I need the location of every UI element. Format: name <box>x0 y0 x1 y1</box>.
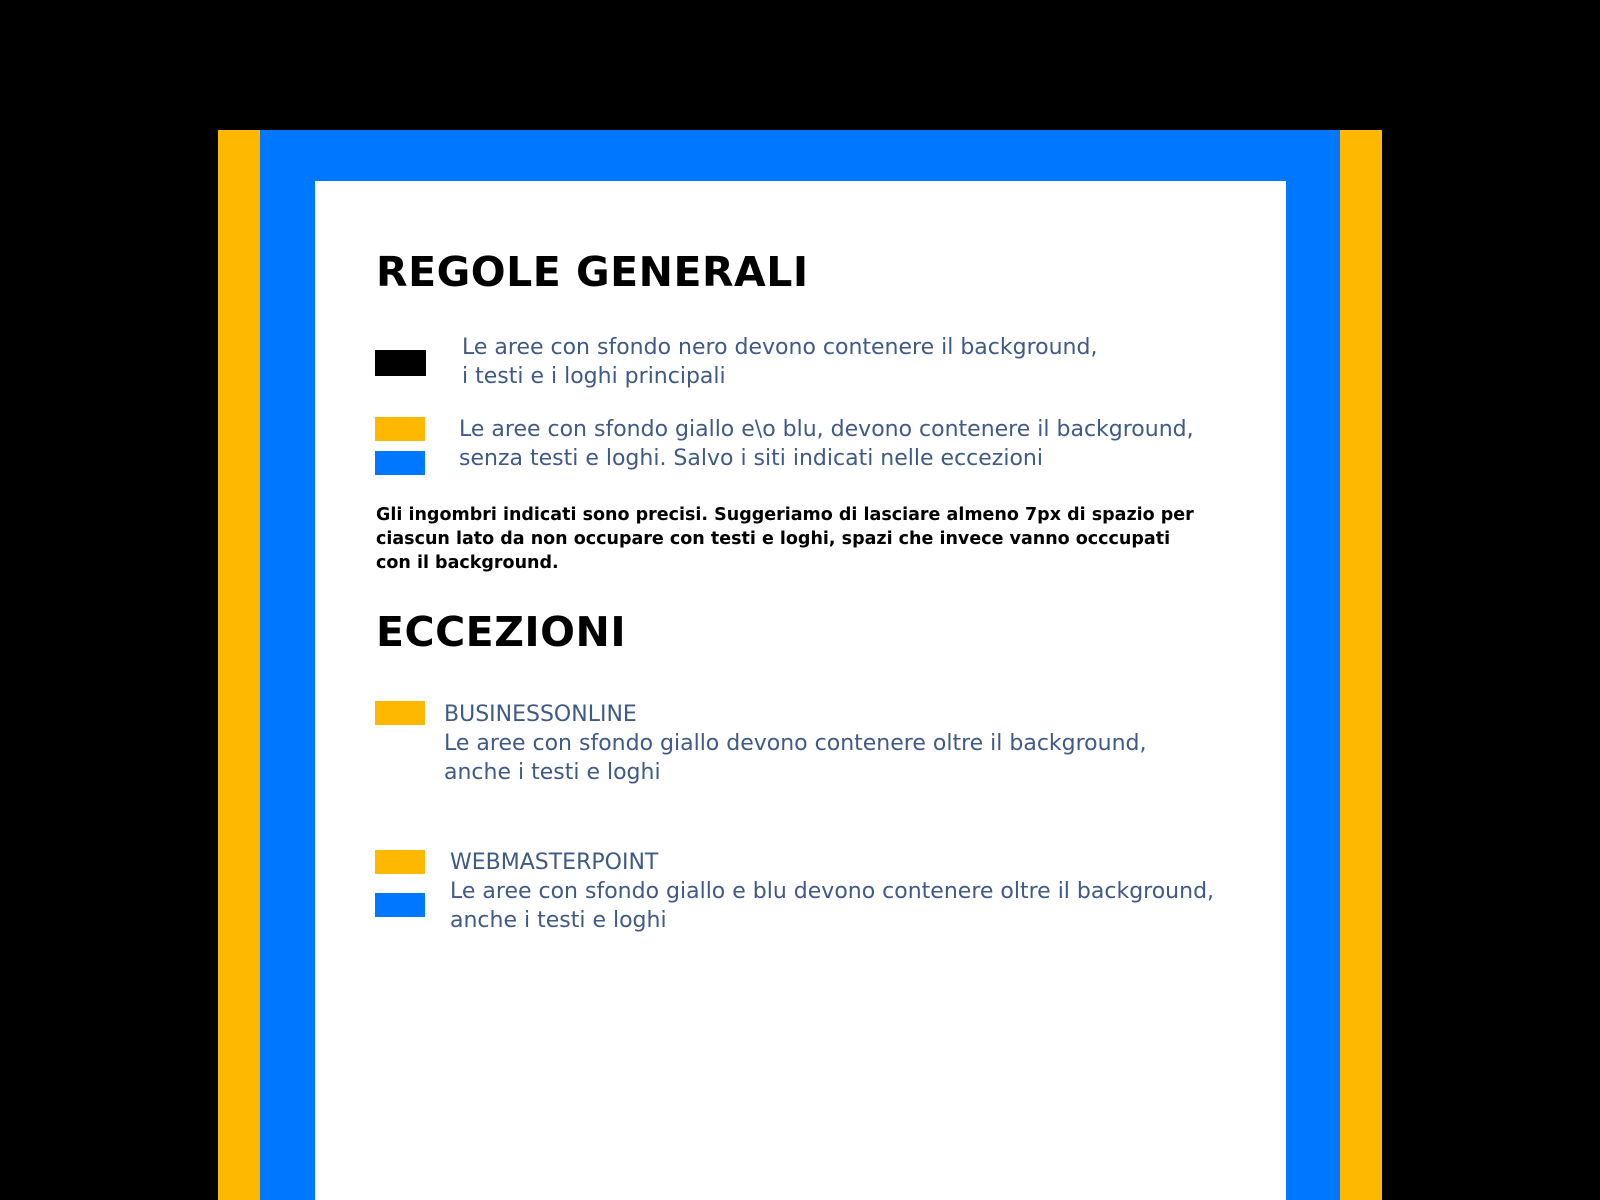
blue-swatch <box>375 451 425 475</box>
businessonline-site-name: BUSINESSONLINE <box>444 702 637 727</box>
webmasterpoint-blue-swatch <box>375 893 425 917</box>
webmasterpoint-yellow-swatch <box>375 850 425 874</box>
yellow-swatch <box>375 417 425 441</box>
webmasterpoint-site-name: WEBMASTERPOINT <box>450 850 659 875</box>
general-rules-heading: REGOLE GENERALI <box>376 248 809 296</box>
black-area-description: Le aree con sfondo nero devono contenere il background, i testi e i loghi principali <box>462 335 1098 389</box>
yellow-side-area-left <box>218 130 260 1200</box>
black-swatch <box>375 350 426 376</box>
yellow-blue-area-description: Le aree con sfondo giallo e\o blu, devono contenere il background, senza testi e loghi. Salvo i siti indicati nelle eccezioni <box>459 417 1194 471</box>
businessonline-yellow-swatch <box>375 701 425 725</box>
yellow-side-area-right <box>1340 130 1382 1200</box>
exceptions-heading: ECCEZIONI <box>376 608 627 656</box>
spacing-note: Gli ingombri indicati sono precisi. Suggeriamo di lasciare almeno 7px di spazio per ciascun lato da non occupare con testi e loghi, spazi che invece vanno occcupati con il background. <box>376 505 1194 573</box>
businessonline-description: Le aree con sfondo giallo devono contenere oltre il background, anche i testi e loghi <box>444 731 1147 785</box>
webmasterpoint-description: Le aree con sfondo giallo e blu devono contenere oltre il background, anche i testi e loghi <box>450 879 1215 933</box>
